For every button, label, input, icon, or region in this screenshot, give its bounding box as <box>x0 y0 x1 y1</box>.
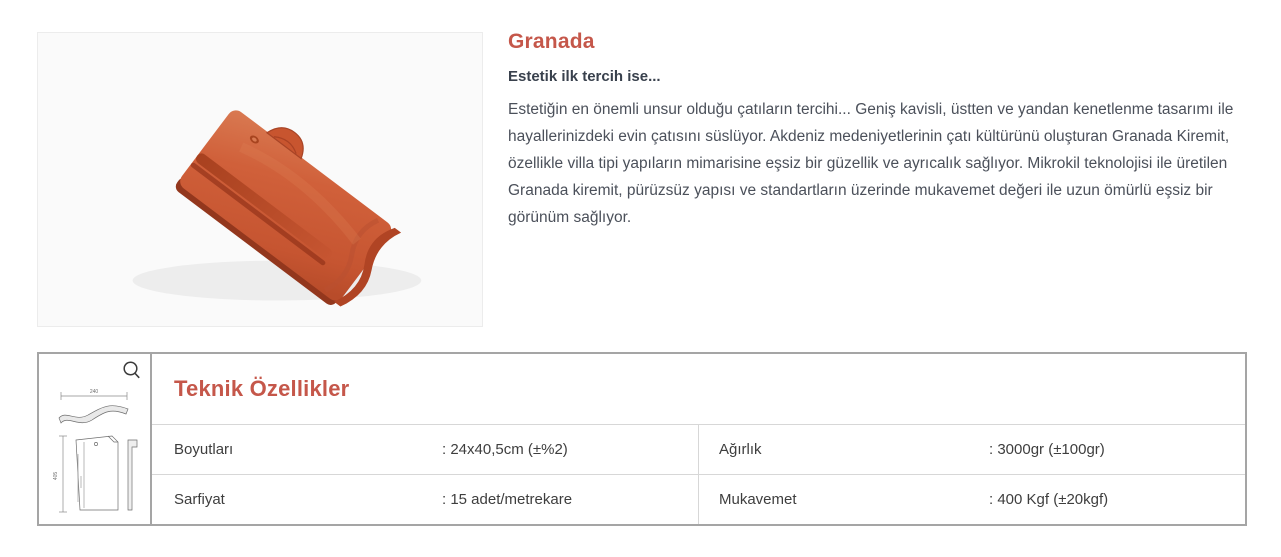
zoom-button[interactable] <box>121 360 143 382</box>
spec-label-agirlik: Ağırlık <box>719 441 762 458</box>
drawing-height-dim: 405 <box>53 471 59 481</box>
product-image-box <box>37 32 483 327</box>
spec-label-sarfiyat: Sarfiyat <box>174 491 225 508</box>
drawing-width-dim: 240 <box>89 389 99 395</box>
product-subtitle: Estetik ilk tercih ise... <box>508 68 661 85</box>
technical-specs-table <box>37 352 1247 526</box>
product-info <box>508 30 1254 231</box>
product-tile-image <box>38 33 482 326</box>
table-row <box>152 475 1245 524</box>
spec-label-mukavemet: Mukavemet <box>719 491 797 508</box>
spec-label-boyutlari: Boyutları <box>174 441 234 458</box>
specs-heading: Teknik Özellikler <box>152 354 1245 425</box>
magnifier-icon <box>121 360 143 382</box>
specs-main <box>152 354 1245 524</box>
table-row <box>152 425 1245 475</box>
technical-drawing <box>48 384 142 522</box>
page-title: Granada <box>508 30 595 53</box>
spec-value-mukavemet: : 400 Kgf (±20kgf) <box>989 491 1109 508</box>
spec-value-boyutlari: : 24x40,5cm (±%2) <box>442 441 568 458</box>
spec-value-sarfiyat: : 15 adet/metrekare <box>442 491 573 508</box>
product-description: Estetiğin en önemli unsur olduğu çatıların tercihi... Geniş kavisli, üstten ve yandan kenetlenme tasarımı ile hayallerinizdeki evin çatısını süslüyor. Akdeniz medeniyetlerinin çatı kültürünü oluşturan Granada Kiremit, özellikle villa tipi yapıların mimarisine eşsiz bir güzellik ve ayrıcalık sağlıyor. Mikrokil teknolojisi ile üretilen Granada kiremit, pürüzsüz yapısı ve standartların üzerinde mukavemet değeri ile uzun ömürlü eşsiz bir görünüm sağlıyor. <box>508 101 1234 226</box>
technical-drawing-thumbnail[interactable] <box>39 354 152 524</box>
spec-value-agirlik: : 3000gr (±100gr) <box>989 441 1105 458</box>
